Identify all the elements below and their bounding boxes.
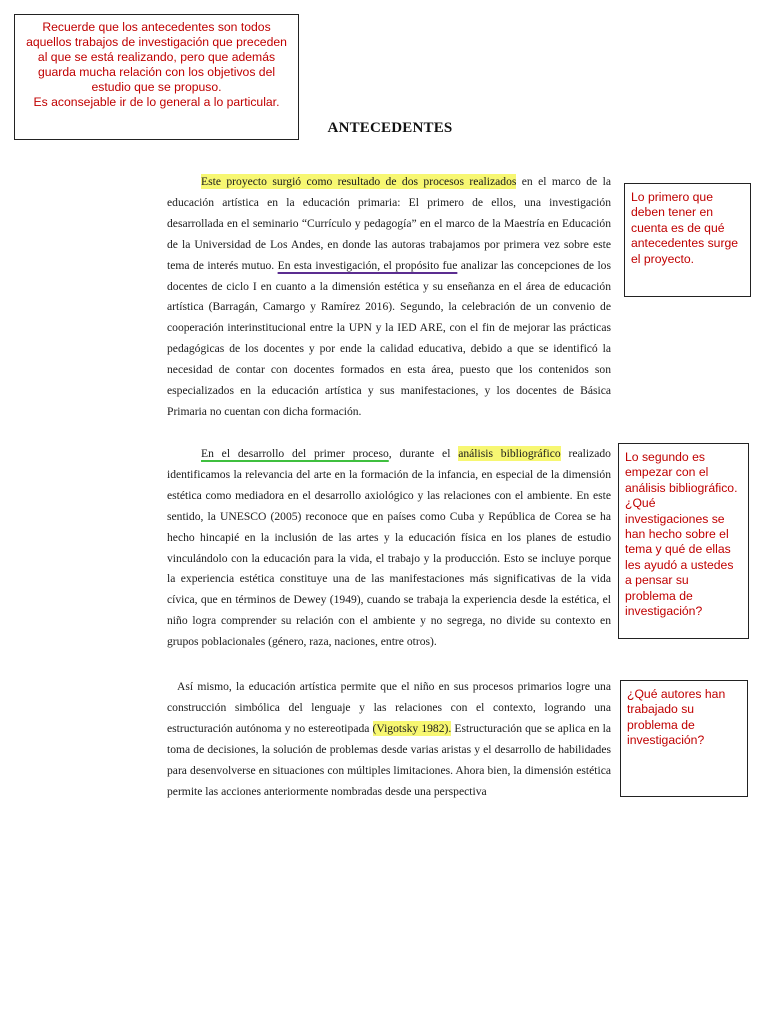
paragraph-3-highlight: (Vigotsky 1982). [372, 721, 452, 735]
side-note-authors [620, 680, 748, 797]
paragraph-2-highlight: análisis bibliográfico [458, 447, 561, 460]
side-note-authors-text: ¿Qué autores han trabajado su problema de investigación? [627, 687, 726, 748]
instruction-note-line-2: Es aconsejable ir de lo general a lo particular. [33, 95, 280, 109]
paragraph-3 [167, 677, 611, 802]
side-note-origin-text: Lo primero que deben tener en cuenta es de qué antecedentes surge el proyecto. [631, 190, 739, 266]
instruction-note-line-1: Recuerde que los antecedentes son todos aquellos trabajos de investigación que preceden al que se está realizando, pero que además guarda mucha relación con los objetivos del estudio que se propuso. [26, 20, 287, 94]
page-title: ANTECEDENTES [327, 120, 453, 136]
paragraph-2 [167, 444, 611, 653]
paragraph-2-text-b: realizado identificamos la relevancia del arte en la formación de la infancia, en especial de la dimensión estética como mediadora en el desarrollo axiológico y las relaciones con el ambiente. En este sentido, la UNESCO (2005) reconoce que en países como Cuba y República de Corea se ha hecho hincapié en la inclusión de las artes y la educación física en los planes de estudio vinculándolo con la educación para la vida, el trabajo y la producción. Esto se incluye porque la experiencia estética constituye una de las manifestaciones más significativas de la vida cívica, que en términos de Dewey (1949), cuando se trabaja la experiencia desde la estética, el niño logra comprender su relación con el ambiente y no segrega, no divide su contexto en grupos poblacionales (género, raza, naciones, entre otros). [167, 447, 611, 649]
paragraph-1-highlight: Este proyecto surgió como resultado de dos procesos realizados [201, 175, 517, 188]
paragraph-2-text-a: , durante el [388, 447, 459, 460]
paragraph-3-text-a: Así mismo, la educación artística permite que el niño en sus procesos primarios logre una construcción simbólica del lenguaje y las relaciones con el contexto, logrando una estructuración autónoma y no estereotipada [167, 680, 611, 735]
side-note-bibliographic [618, 443, 749, 639]
paragraph-1-underline: En esta investigación, el propósito fue [277, 258, 458, 272]
paragraph-1-text-b: analizar las concepciones de los docentes de ciclo I en cuanto a la dimensión estética y su enseñanza en el área de educación artística (Barragán, Camargo y Ramírez 2016). Segundo, la celebración de un convenio de cooperación interinstitucional entre la UPN y la IED ARE, con el fin de mejorar las prácticas pedagógicas de los docentes y por ende la calidad educativa, debido a que se identificó la necesidad de contar con docentes formados en esta área, puesto que los contenidos son especializados en la educación artística y sus manifestaciones, y los docentes de Básica Primaria no cuentan con dicha formación. [167, 258, 611, 418]
paragraph-1 [167, 172, 611, 423]
paragraph-3-text-b: Estructuración que se aplica en la toma de decisiones, la solución de problemas desde varias aristas y el desarrollo de habilidades para desenvolverse en situaciones con múltiples limitaciones. Ahora bien, la dimensión estética permite las acciones anteriormente nombradas desde una perspectiva [167, 721, 611, 798]
side-note-bibliographic-text: Lo segundo es empezar con el análisis bibliográfico. ¿Qué investigaciones se han hecho sobre el tema y qué de ellas les ayudó a ustedes a pensar su problema de investigación? [625, 450, 738, 619]
paragraph-1-text-a: en el marco de la educación artística en la educación primaria: El primero de ellos, una investigación desarrollada en el seminario “Currículo y pedagogía” en el marco de la Maestría en Educación de la Universidad de Los Andes, en donde las autoras trabajamos por primera vez sobre este tema de interés mutuo. [167, 175, 611, 272]
side-note-origin [624, 183, 751, 297]
paragraph-2-underline: En el desarrollo del primer proceso [201, 447, 389, 460]
